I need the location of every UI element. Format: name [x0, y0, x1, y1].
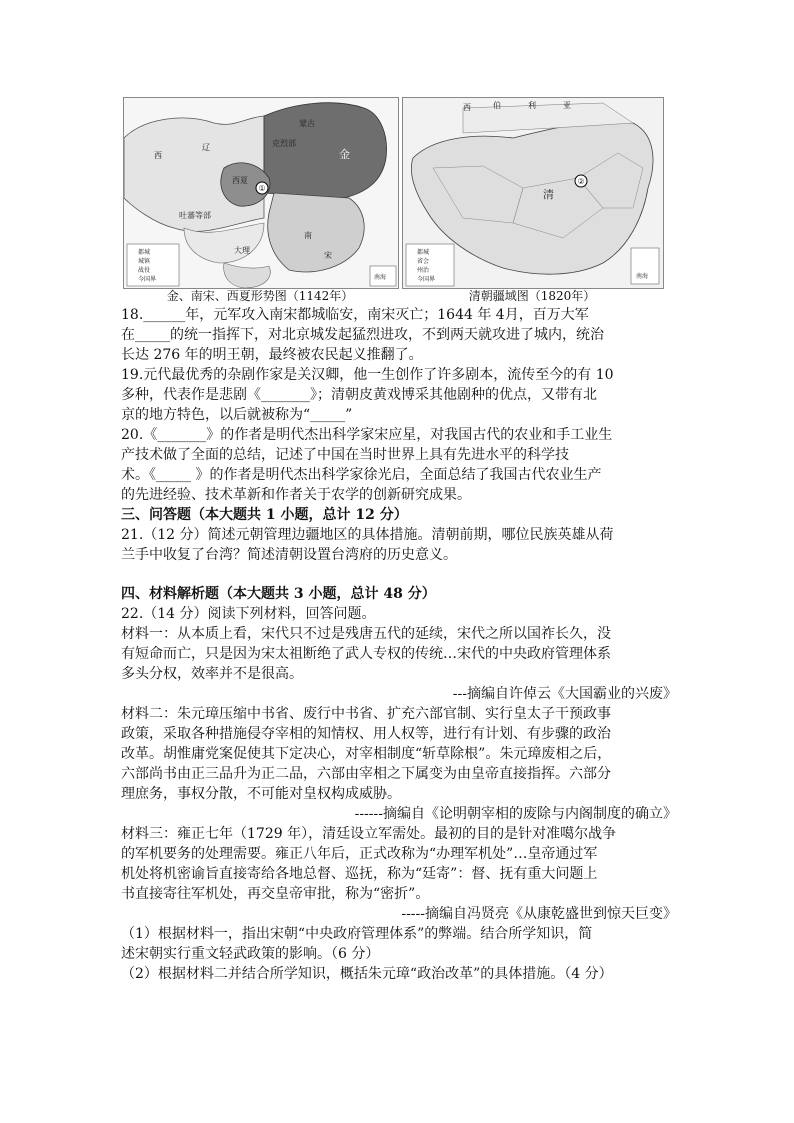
map-label-tubo: 吐蕃等部	[179, 211, 211, 220]
legend-item: 城镇	[138, 258, 151, 265]
source-citation: ------摘编自《论明朝宰相的废除与内阁制度的确立》	[354, 806, 677, 822]
section-heading: 三、问答题（本大题共 1 小题，总计 12 分）	[121, 507, 408, 523]
legend-item: 都城	[138, 249, 151, 256]
map-label-nan: 南	[304, 231, 312, 240]
legend-item: 省会	[417, 258, 430, 265]
text-line: 京的地方特色，以后就被称为“_____”	[121, 407, 353, 423]
map-label-bo: 伯	[493, 101, 501, 110]
source-citation: ---摘编自许倬云《大国霸业的兴废》	[452, 686, 677, 702]
map-label-nanhai: 南海	[636, 273, 649, 280]
text-line: 21.（12 分）简述元朝管理边疆地区的具体措施。清朝前期，哪位民族英雄从荷	[121, 527, 614, 543]
text-line: 20.《_______》的作者是明代杰出科学家宋应星，对我国古代的农业和手工业生	[121, 427, 613, 443]
map-label-nanhai: 南海	[374, 274, 387, 281]
source-citation: -----摘编自冯贤亮《从康乾盛世到惊天巨变》	[401, 906, 677, 922]
text-line: 19.元代最优秀的杂剧作家是关汉卿，他一生创作了许多剧本，流传至今的有 10	[121, 367, 614, 383]
map-label-dali: 大理	[234, 246, 250, 255]
text-line: 改革。胡惟庸党案促使其下定决心，对宰相制度“斩草除根”。朱元璋废相之后，	[121, 746, 612, 762]
map-label-xi: 西	[463, 103, 471, 112]
text-line: 有短命而亡，只是因为宋太祖断绝了武人专权的传统…宋代的中央政府管理体系	[121, 646, 611, 662]
text-line: 理庶务，事权分散，不可能对皇权构成威胁。	[121, 786, 401, 802]
map-label-menggu: 蒙古	[299, 119, 315, 128]
map-label-xi: 西	[154, 151, 162, 160]
map-jin-song-xixia	[123, 97, 399, 289]
map-label-kelie: 克烈部	[272, 139, 296, 148]
text-line: 长达 276 年的明王朝，最终被农民起义推翻了。	[121, 347, 423, 363]
text-line: 多种，代表作是悲剧《_______》；清朝皮黄戏博采其他剧种的优点，又带有北	[121, 387, 597, 403]
text-line: 在_____的统一指挥下，对北京城发起猛烈进攻，不到两天就攻进了城内，统治	[121, 327, 604, 343]
text-line: 书直接寄往军机处，再交皇帝审批，称为“密折”。	[121, 886, 430, 902]
text-line: 述宋朝实行重文轻武政策的影响。（6 分）	[121, 946, 380, 962]
map-label-li: 利	[528, 101, 536, 110]
text-line: 机处将机密谕旨直接寄给各地总督、巡抚，称为“廷寄”：督、抚有重大问题上	[121, 866, 598, 882]
text-line: 产技术做了全面的总结，记述了中国在当时世界上具有先进水平的科学技	[121, 447, 569, 463]
text-line: 政策，采取各种措施侵夺宰相的知情权、用人权等，进行有计划、有步骤的政治	[121, 726, 611, 742]
map-qing-territory	[402, 97, 664, 289]
section-heading: 四、材料解析题（本大题共 3 小题，总计 48 分）	[121, 586, 436, 602]
map-label-jin: 金	[339, 148, 350, 161]
text-line: （2）根据材料二并结合所学知识，概括朱元璋“政治改革”的具体措施。（4 分）	[121, 966, 613, 982]
spacer	[121, 565, 677, 584]
text-line: 材料三：雍正七年（1729 年），清廷设立军需处。最初的目的是针对准噶尔战争	[121, 826, 617, 842]
text-line: 材料二：朱元璋压缩中书省、废行中书省、扩充六部官制、实行皇太子干预政事	[121, 706, 611, 722]
map-label-liao: 辽	[202, 143, 210, 152]
map-label-qing: 清	[543, 188, 554, 201]
map-marker-1: ①	[258, 184, 266, 193]
map-label-ya: 亚	[563, 101, 571, 110]
exam-text	[121, 305, 677, 984]
text-line: 材料一：从本质上看，宋代只不过是残唐五代的延续，宋代之所以国祚长久，没	[121, 626, 611, 642]
text-line: 多头分权，效率并不是很高。	[121, 666, 303, 682]
legend-item: 都城	[417, 249, 430, 256]
text-line: 18.______年，元军攻入南宋都城临安，南宋灭亡；1644 年 4月，百万大军	[121, 307, 589, 323]
map-figures	[123, 97, 663, 303]
legend-item: 今国界	[417, 276, 436, 283]
text-line: 的军机要务的处理需要。雍正八年后，正式改称为“办理军机处”…皇帝通过军	[121, 846, 598, 862]
map-jin-song-xixia-image	[124, 98, 398, 288]
text-line: 的先进经验、技术革新和作者关于农学的创新研究成果。	[121, 487, 471, 503]
legend-item: 今国界	[138, 276, 157, 283]
legend-item: 战役	[138, 267, 151, 274]
legend-item: 州治	[417, 267, 430, 274]
map-label-song: 宋	[324, 251, 332, 260]
map-caption-left: 金、南宋、西夏形势图（1142年）	[166, 289, 354, 303]
text-line: 兰手中收复了台湾？简述清朝设置台湾府的历史意义。	[121, 547, 457, 563]
map-caption-right: 清朝疆域图（1820年）	[468, 289, 596, 303]
text-line: 22.（14 分）阅读下列材料，回答问题。	[121, 606, 376, 622]
map-marker-2: ②	[577, 177, 585, 186]
map-qing-territory-image	[403, 98, 663, 288]
text-line: （1）根据材料一，指出宋朝“中央政府管理体系”的弊端。结合所学知识，简	[121, 926, 593, 942]
text-line: 术。《_____ 》的作者是明代杰出科学家徐光启，全面总结了我国古代农业生产	[121, 467, 602, 483]
text-line: 六部尚书由正三品升为正二品，六部由宰相之下属变为由皇帝直接指挥。六部分	[121, 766, 611, 782]
map-label-xixia: 西夏	[232, 176, 248, 185]
